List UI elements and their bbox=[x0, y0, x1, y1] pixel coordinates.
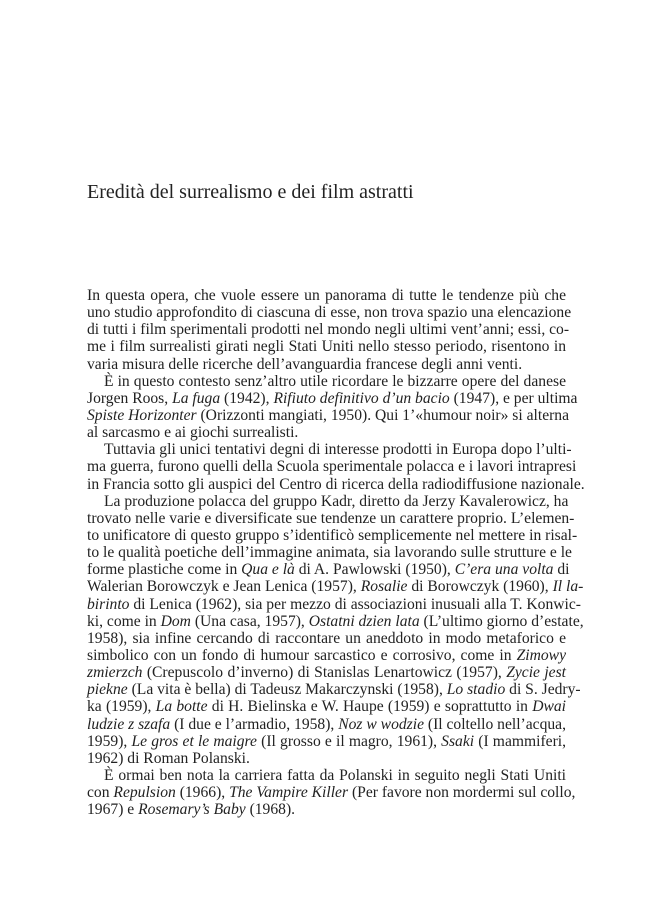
text-run: (Il coltello nell’acqua, bbox=[423, 715, 566, 733]
text-run: me i film surrealisti girati negli Stati Uniti nello stesso periodo, risentono in bbox=[87, 338, 566, 356]
text-line bbox=[87, 630, 566, 647]
text-run: (La vita è bella) di Tadeusz Makarczynski (1958), bbox=[127, 681, 447, 699]
text-line bbox=[87, 373, 566, 390]
film-title: Ssaki bbox=[441, 732, 475, 750]
text-line bbox=[87, 509, 575, 527]
text-line bbox=[87, 801, 566, 818]
film-title: Qua e là bbox=[241, 561, 295, 579]
text-run: (L’ultimo giorno d’estate, bbox=[419, 612, 584, 630]
paragraph bbox=[87, 287, 572, 373]
film-title: Noz w wodzie bbox=[338, 715, 424, 733]
text-run: È ormai ben nota la carriera fatta da Polanski in seguito negli Stati Uniti bbox=[104, 766, 566, 784]
text-line bbox=[87, 475, 585, 493]
text-line bbox=[87, 681, 581, 699]
body-text bbox=[87, 287, 585, 819]
film-title: Zycie jest bbox=[506, 664, 566, 682]
text-run: di A. Pawlowski (1950), bbox=[294, 561, 455, 579]
text-run: di H. Bielinska e W. Haupe (1959) e soprattutto in bbox=[207, 698, 533, 716]
text-line bbox=[87, 561, 570, 579]
text-run: (1968). bbox=[245, 801, 296, 819]
text-line bbox=[87, 458, 577, 476]
text-run: È in questo contesto senz’altro utile ricordare le bizzarre opere del danese bbox=[104, 372, 566, 390]
text-run: di tutti i film sperimentali prodotti nel mondo negli ultimi vent’anni; essi, co- bbox=[87, 321, 570, 339]
text-line bbox=[87, 544, 572, 562]
film-title: Repulsion bbox=[113, 784, 176, 802]
text-run: ki, come in bbox=[87, 612, 161, 630]
film-title: Rosalie bbox=[360, 578, 408, 596]
text-run: La produzione polacca del gruppo Kadr, diretto da Jerzy Kavalerowicz, ha bbox=[104, 492, 569, 510]
text-run: (Per favore non mordermi sul collo, bbox=[348, 784, 576, 802]
film-title: ludzie z szafa bbox=[87, 715, 171, 733]
film-title: birinto bbox=[87, 595, 130, 613]
text-line bbox=[87, 492, 569, 510]
text-run: (I due e l’armadio, 1958), bbox=[170, 715, 339, 733]
text-run: Jorgen Roos, bbox=[87, 389, 173, 407]
film-title: Il la- bbox=[552, 578, 584, 596]
text-run: 1959), bbox=[87, 732, 132, 750]
text-line bbox=[87, 647, 566, 664]
text-line bbox=[87, 750, 566, 767]
film-title: Dwai bbox=[532, 698, 566, 716]
film-title: La botte bbox=[155, 698, 208, 716]
text-run: (I mammiferi, bbox=[474, 732, 566, 750]
film-title: The Vampire Killer bbox=[229, 784, 349, 802]
film-title: Spiste Horizonter bbox=[87, 406, 197, 424]
text-line bbox=[87, 424, 566, 441]
film-title: Lo stadio bbox=[446, 681, 506, 699]
text-line bbox=[87, 767, 566, 784]
text-run: Tuttavia gli unici tentativi degni di interesse prodotti in Europa dopo l’ulti- bbox=[104, 441, 572, 459]
paragraph bbox=[87, 766, 576, 819]
text-run: (1966), bbox=[175, 784, 230, 802]
text-run: 1967) e bbox=[87, 801, 139, 819]
text-line bbox=[87, 389, 578, 407]
film-title: C’era una volta bbox=[454, 561, 554, 579]
text-run: trovato nelle varie e diversificate sue tendenze un carattere proprio. L’elemen- bbox=[87, 509, 575, 527]
text-line bbox=[87, 338, 566, 355]
text-line bbox=[87, 612, 584, 630]
text-line bbox=[87, 664, 566, 681]
text-line bbox=[87, 595, 581, 613]
text-run: (Orizzonti mangiati, 1950). Qui 1’«humour noir» si alterna bbox=[196, 406, 570, 424]
text-run: forme plastiche come in bbox=[87, 561, 242, 579]
text-run: to unificatore di questo gruppo s’identificò semplicemente nel mettere in risal- bbox=[87, 526, 578, 544]
text-run: In questa opera, che vuole essere un panorama di tutte le tendenze più che bbox=[87, 287, 566, 304]
text-run: varia misura delle ricerche dell’avanguardia francese degli anni venti. bbox=[87, 355, 523, 373]
text-line bbox=[87, 578, 584, 596]
text-line bbox=[87, 733, 566, 750]
film-title: Rosemary’s Baby bbox=[138, 801, 246, 819]
text-run: uno studio approfondito di ciascuna di esse, non trova spazio una elencazione bbox=[87, 304, 572, 322]
text-run: ka (1959), bbox=[87, 698, 156, 716]
text-line bbox=[87, 321, 570, 339]
text-run: Walerian Borowczyk e Jean Lenica (1957), bbox=[87, 578, 361, 596]
chapter-title: Eredità del surrealismo e dei film astratti bbox=[87, 181, 414, 203]
text-run: in Francia sotto gli auspici del Centro di ricerca della radiodiffusione nazionale. bbox=[87, 475, 585, 493]
paragraph bbox=[87, 492, 584, 767]
text-run: (Crepuscolo d’inverno) di Stanislas Lenartowicz (1957), bbox=[142, 664, 507, 682]
film-title: La fuga bbox=[172, 389, 221, 407]
text-line bbox=[87, 287, 566, 304]
text-run: di bbox=[553, 561, 570, 579]
text-line bbox=[87, 406, 570, 424]
film-title: zmierzch bbox=[87, 664, 143, 682]
text-line bbox=[87, 356, 566, 373]
text-run: to le qualità poetiche dell’immagine animata, sia lavorando sulle strutture e le bbox=[87, 544, 572, 562]
text-run: al sarcasmo e ai giochi surrealisti. bbox=[87, 424, 299, 442]
text-run: di Borowczyk (1960), bbox=[407, 578, 553, 596]
text-line bbox=[87, 526, 578, 544]
film-title: piekne bbox=[87, 681, 128, 699]
film-title: Zimowy bbox=[516, 646, 566, 664]
text-run: (1947), e per ultima bbox=[449, 389, 578, 407]
text-line bbox=[87, 784, 576, 802]
film-title: Le gros et le maigre bbox=[131, 732, 257, 750]
text-run: (1942), bbox=[220, 389, 274, 407]
text-run: (Una casa, 1957), bbox=[190, 612, 309, 630]
text-run: 1958), sia infine cercando di raccontare un aneddoto in modo metaforico e bbox=[87, 629, 566, 647]
text-run: 1962) di Roman Polanski. bbox=[87, 749, 250, 767]
paragraph bbox=[87, 372, 578, 442]
text-line bbox=[87, 304, 572, 322]
text-run: di S. Jedry- bbox=[505, 681, 581, 699]
text-run: (Il grosso e il magro, 1961), bbox=[256, 732, 442, 750]
film-title: Ostatni dzien lata bbox=[308, 612, 420, 630]
text-line bbox=[87, 698, 566, 715]
film-title: Dom bbox=[160, 612, 191, 630]
text-line bbox=[87, 716, 566, 733]
paragraph bbox=[87, 441, 585, 493]
text-run: di Lenica (1962), sia per mezzo di associazioni inusuali alla T. Konwic- bbox=[129, 595, 581, 613]
text-line bbox=[87, 441, 572, 459]
text-run: ma guerra, furono quelli della Scuola sperimentale polacca e i lavori intrapresi bbox=[87, 458, 577, 476]
text-run: simbolico con un fondo di humour sarcastico e corrosivo, come in bbox=[87, 646, 517, 664]
text-run: con bbox=[87, 784, 114, 802]
film-title: Rifiuto definitivo d’un bacio bbox=[273, 389, 450, 407]
